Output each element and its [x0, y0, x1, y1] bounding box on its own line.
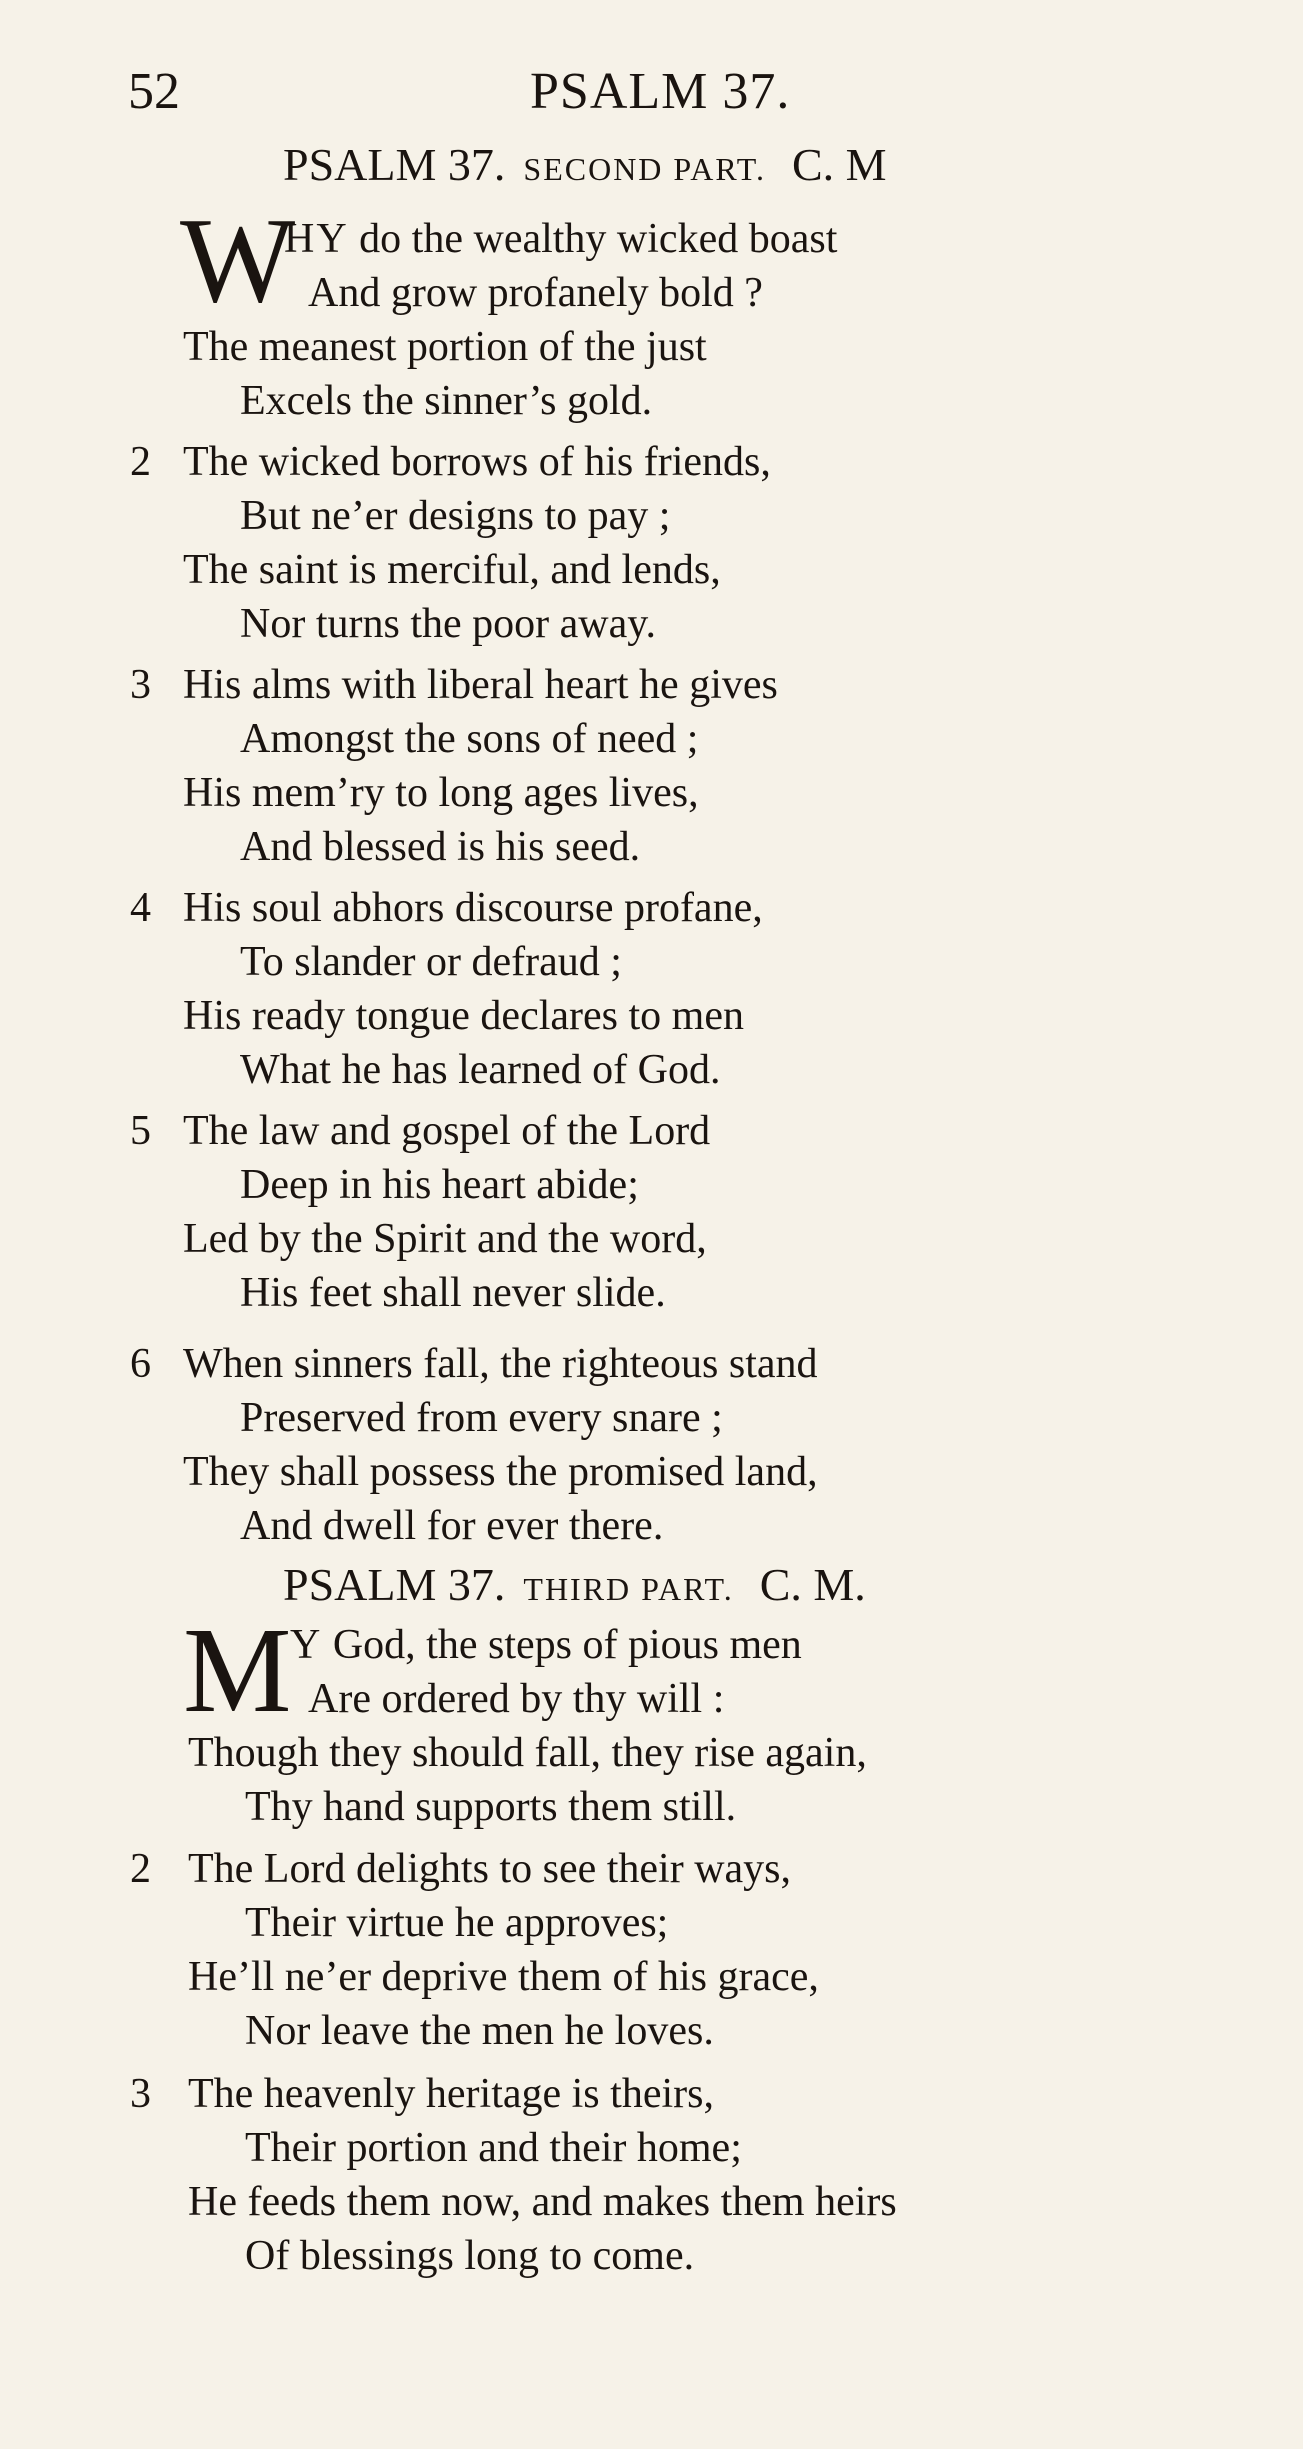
verse-line: To slander or defraud ;	[240, 939, 622, 985]
verse-line-text: God, the steps of pious men	[332, 1622, 802, 1668]
running-title: PSALM 37.	[530, 63, 791, 120]
verse-line: Led by the Spirit and the word,	[183, 1216, 707, 1262]
verse-line	[290, 1618, 802, 1672]
drop-cap: W	[180, 193, 296, 328]
verse-line: He feeds them now, and makes them heirs	[188, 2179, 897, 2225]
verse-line: Are ordered by thy will :	[308, 1676, 725, 1722]
verse-line: The wicked borrows of his friends,	[183, 439, 771, 485]
first-word-rest: Y	[290, 1622, 323, 1668]
stanza-number: 2	[130, 439, 151, 485]
stanza-number: 2	[130, 1846, 151, 1892]
verse-line: But ne’er designs to pay ;	[240, 493, 671, 539]
verse-line: Nor turns the poor away.	[240, 601, 657, 647]
heading-meter: C. M.	[759, 1559, 866, 1610]
verse-line: Their virtue he approves;	[245, 1900, 669, 1946]
verse-line: The Lord delights to see their ways,	[188, 1846, 792, 1892]
verse-line: His ready tongue declares to men	[183, 993, 744, 1039]
verse-line: His alms with liberal heart he gives	[183, 662, 778, 708]
verse-line: They shall possess the promised land,	[183, 1449, 818, 1495]
verse-line: Preserved from every snare ;	[240, 1395, 723, 1441]
heading-title: PSALM 37.	[283, 139, 506, 190]
drop-cap: M	[183, 1603, 292, 1738]
stanza-number: 6	[130, 1341, 151, 1387]
heading-title: PSALM 37.	[283, 1559, 506, 1610]
verse-line: His mem’ry to long ages lives,	[183, 770, 699, 816]
part-heading-third	[283, 1558, 866, 1611]
heading-part: THIRD PART.	[523, 1571, 734, 1607]
stanza-number: 5	[130, 1108, 151, 1154]
verse-line: The meanest portion of the just	[183, 324, 707, 370]
verse-line: Though they should fall, they rise again,	[188, 1730, 867, 1776]
verse-line: When sinners fall, the righteous stand	[183, 1341, 818, 1387]
heading-part: SECOND PART.	[523, 151, 766, 187]
heading-meter: C. M	[791, 139, 887, 190]
verse-line: He’ll ne’er deprive them of his grace,	[188, 1954, 819, 2000]
verse-line: Nor leave the men he loves.	[245, 2008, 714, 2054]
verse-line: The saint is merciful, and lends,	[183, 547, 721, 593]
verse-line: What he has learned of God.	[240, 1047, 721, 1093]
verse-line: And blessed is his seed.	[240, 824, 641, 870]
verse-line: The law and gospel of the Lord	[183, 1108, 711, 1154]
running-head	[0, 62, 1303, 132]
verse-line: The heavenly heritage is theirs,	[188, 2071, 714, 2117]
first-word-rest: HY	[284, 216, 349, 262]
verse-line: Their portion and their home;	[245, 2125, 742, 2171]
verse-line: And grow profanely bold ?	[308, 270, 763, 316]
stanza-number: 3	[130, 2071, 151, 2117]
verse-line: Deep in his heart abide;	[240, 1162, 639, 1208]
verse-line: His soul abhors discourse profane,	[183, 885, 763, 931]
verse-line: His feet shall never slide.	[240, 1270, 666, 1316]
verse-line-text: do the wealthy wicked boast	[359, 216, 838, 262]
part-heading-second	[283, 138, 887, 191]
verse-line	[284, 212, 837, 266]
verse-line: And dwell for ever there.	[240, 1503, 664, 1549]
stanza-number: 3	[130, 662, 151, 708]
verse-line: Of blessings long to come.	[245, 2233, 695, 2279]
page-number: 52	[128, 63, 180, 120]
verse-line: Thy hand supports them still.	[245, 1784, 737, 1830]
verse-line: Excels the sinner’s gold.	[240, 378, 653, 424]
stanza-number: 4	[130, 885, 151, 931]
verse-line: Amongst the sons of need ;	[240, 716, 699, 762]
